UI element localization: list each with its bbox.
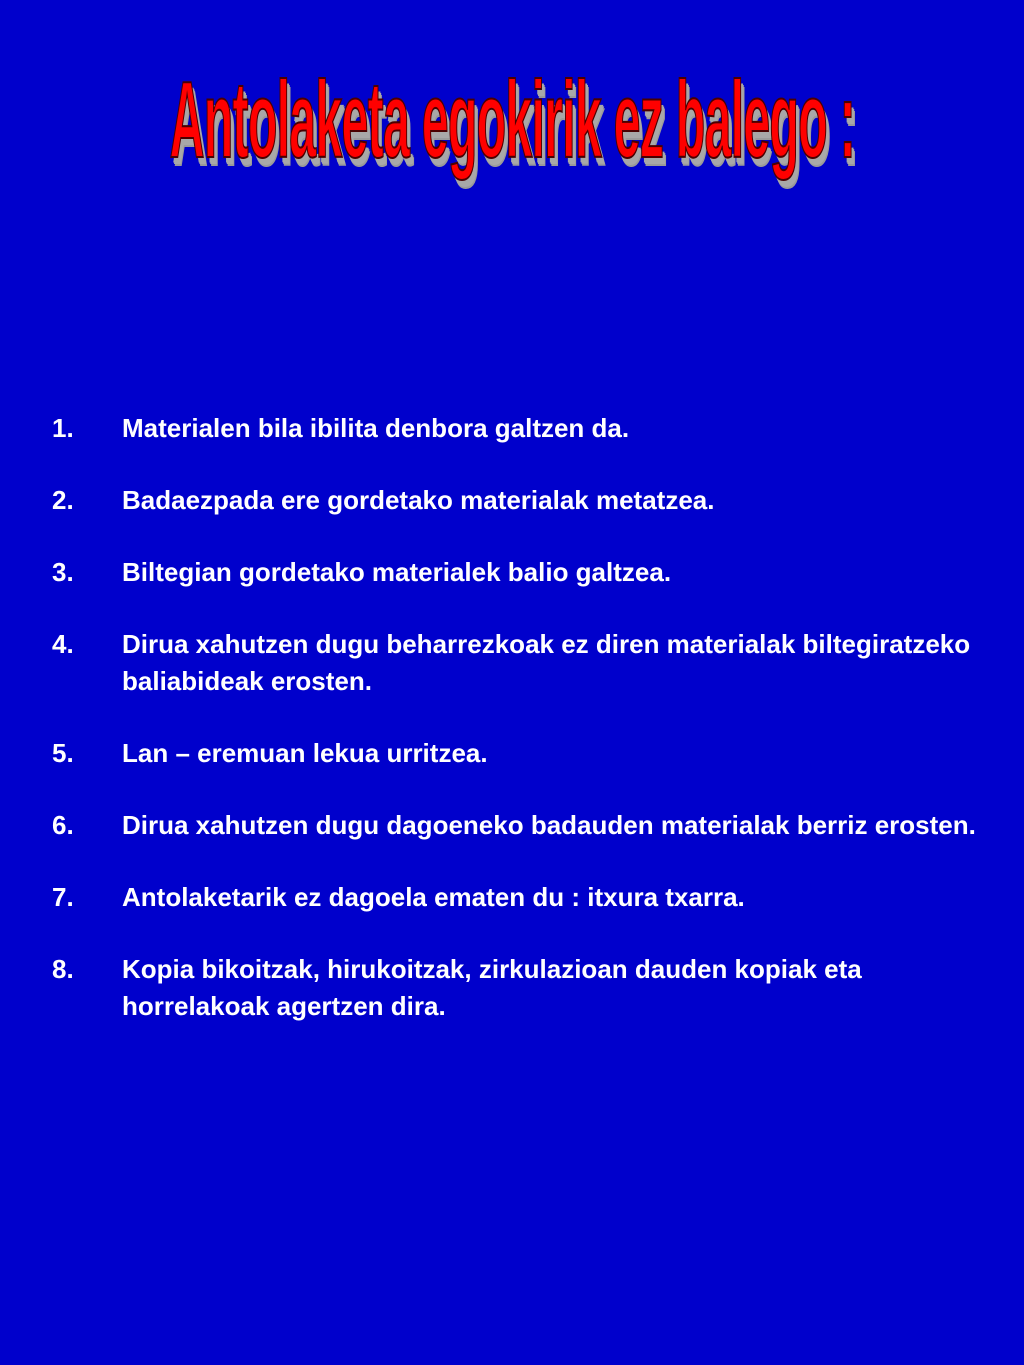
list-item — [52, 951, 1002, 1025]
list-item — [52, 807, 1002, 844]
list-item-text: Lan – eremuan lekua urritzea. — [122, 738, 488, 768]
list-item — [52, 482, 1002, 519]
list-item-number: 5. — [52, 738, 74, 768]
list-item-text: Dirua xahutzen dugu beharrezkoak ez diren materialak biltegiratzeko baliabideak erosten. — [122, 629, 971, 696]
list-item-number: 7. — [52, 882, 74, 912]
list-item — [52, 626, 1002, 700]
list-item-text: Kopia bikoitzak, hirukoitzak, zirkulazioan dauden kopiak eta horrelakoak agertzen dira. — [122, 954, 862, 1021]
list-item-number: 1. — [52, 413, 74, 443]
list-item-text: Antolaketarik ez dagoela ematen du : itxura txarra. — [122, 882, 745, 912]
list-item — [52, 410, 1002, 447]
slide-title: Antolaketa egokirik ez balego : — [169, 60, 855, 182]
list-item — [52, 554, 1002, 591]
title-container — [0, 62, 1024, 192]
list-item-text: Materialen bila ibilita denbora galtzen da. — [122, 413, 630, 443]
list-item-text: Biltegian gordetako materialek balio galtzea. — [122, 557, 672, 587]
list-item — [52, 735, 1002, 772]
list-item-text: Badaezpada ere gordetako materialak metatzea. — [122, 485, 715, 515]
list-item-number: 8. — [52, 954, 74, 984]
numbered-list — [52, 410, 1002, 1060]
list-item-number: 4. — [52, 629, 74, 659]
list-item-number: 2. — [52, 485, 74, 515]
list-item-number: 3. — [52, 557, 74, 587]
list-item-text: Dirua xahutzen dugu dagoeneko badauden materialak berriz erosten. — [122, 810, 976, 840]
list-item — [52, 879, 1002, 916]
list-item-number: 6. — [52, 810, 74, 840]
